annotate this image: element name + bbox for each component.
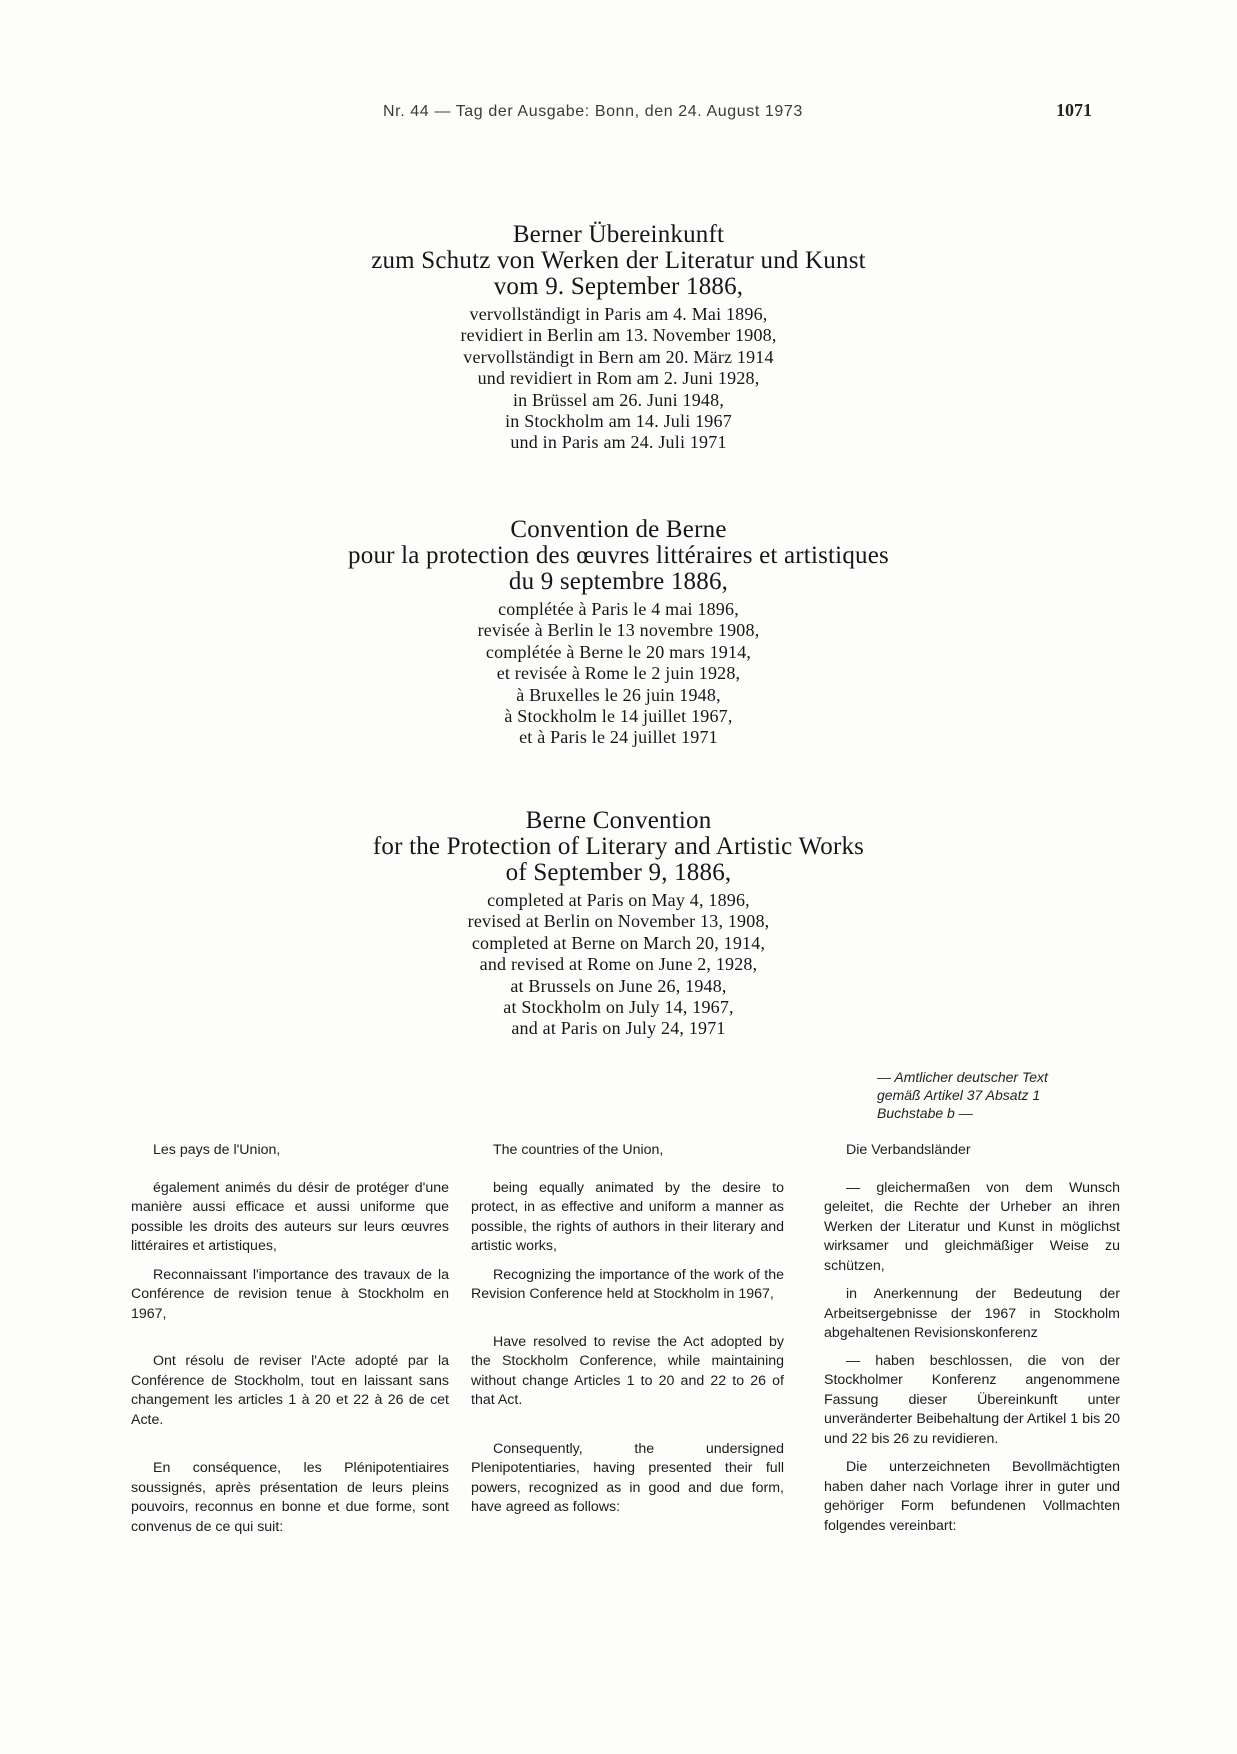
preamble-paragraph: Consequently, the undersigned Plenipotentiaries, having presented their full powers, recognized as in good and due form, have agreed as follows: — [471, 1440, 784, 1515]
french-title-block — [0, 517, 1237, 749]
german-sub-line: und in Paris am 24. Juli 1971 — [510, 432, 727, 453]
english-sub-line: and at Paris on July 24, 1971 — [511, 1018, 726, 1039]
german-sub-line: vervollständigt in Bern am 20. März 1914 — [463, 346, 774, 367]
german-sub-line: revidiert in Berlin am 13. November 1908, — [460, 325, 777, 346]
preamble-paragraph: Have resolved to revise the Act adopted by the Stockholm Conference, while maintaining without change Articles 1 to 20 and 22 to 26 of that Act. — [471, 1333, 784, 1408]
preamble-paragraph: Recognizing the importance of the work of the Revision Conference held at Stockholm in 1967, — [471, 1266, 784, 1302]
french-sub-line: complétée à Berne le 20 mars 1914, — [485, 641, 752, 662]
french-title-line: du 9 septembre 1886, — [508, 568, 729, 595]
french-title-line: Convention de Berne — [510, 516, 727, 543]
column-heading: Les pays de l'Union, — [153, 1142, 281, 1158]
english-title-line: for the Protection of Literary and Artistic Works — [372, 833, 865, 860]
german-sub-line: und revidiert in Rom am 2. Juni 1928, — [477, 368, 760, 389]
french-sub-line: à Bruxelles le 26 juin 1948, — [516, 684, 721, 705]
french-sub-line: et revisée à Rome le 2 juin 1928, — [496, 663, 741, 684]
preamble-paragraph: — gleichermaßen von dem Wunsch geleitet, die Rechte der Urheber an ihren Werken der Literatur und Kunst in möglichst wirksamer und gleichmäßiger Weise zu schützen, — [824, 1179, 1120, 1274]
french-title-line: pour la protection des œuvres littéraires et artistiques — [348, 542, 889, 569]
preamble-paragraph: également animés du désir de protéger d'une manière aussi efficace et aussi uniforme que possible les droits des auteurs sur leurs œuvres littéraires et artistiques, — [131, 1179, 449, 1254]
german-title-line: zum Schutz von Werken der Literatur und Kunst — [371, 247, 866, 274]
german-sub-line: in Brüssel am 26. Juni 1948, — [512, 389, 725, 410]
english-sub-line: completed at Paris on May 4, 1896, — [487, 890, 750, 910]
english-sub-line: at Brussels on June 26, 1948, — [510, 975, 727, 996]
note-line: — Amtlicher deutscher Text — [877, 1069, 1048, 1085]
english-title-block — [0, 808, 1237, 1040]
french-column — [131, 1141, 449, 1537]
english-column — [471, 1141, 784, 1518]
preamble-paragraph: in Anerkennung der Bedeutung der Arbeitsergebnisse der 1967 in Stockholm abgehaltenen Revisionskonferenz — [824, 1286, 1120, 1341]
note-line: gemäß Artikel 37 Absatz 1 — [877, 1087, 1041, 1103]
french-sub-line: à Stockholm le 14 juillet 1967, — [504, 706, 733, 727]
english-sub-line: and revised at Rome on June 2, 1928, — [479, 954, 758, 975]
german-title-block — [0, 222, 1237, 454]
note-line: Buchstabe b — — [877, 1105, 973, 1121]
german-title-line: Berner Übereinkunft — [512, 221, 725, 248]
official-text-note — [877, 1068, 1117, 1122]
preamble-paragraph: Ont résolu de reviser l'Acte adopté par la Conférence de Stockholm, tout en laissant sans changement les articles 1 à 20 et 22 à 26 de cet Acte. — [131, 1353, 449, 1428]
french-sub-line: revisée à Berlin le 13 novembre 1908, — [477, 620, 760, 641]
english-title-line: Berne Convention — [525, 807, 712, 834]
german-column — [824, 1141, 1120, 1536]
english-sub-line: at Stockholm on July 14, 1967, — [503, 997, 734, 1018]
english-sub-line: completed at Berne on March 20, 1914, — [471, 932, 766, 953]
preamble-paragraph: Reconnaissant l'importance des travaux de la Conférence de revision tenue à Stockholm en 1967, — [131, 1266, 449, 1322]
preamble-paragraph: En conséquence, les Plénipotentiaires soussignés, après présentation de leurs pleins pouvoirs, reconnus en bonne et due forme, sont convenus de ce qui suit: — [131, 1460, 449, 1535]
german-sub-line: vervollständigt in Paris am 4. Mai 1896, — [469, 304, 768, 324]
french-sub-line: complétée à Paris le 4 mai 1896, — [498, 599, 739, 619]
preamble-paragraph: Die unterzeichneten Bevollmächtigten haben daher nach Vorlage ihrer in guter und gehöriger Form befundenen Vollmachten folgendes vereinbart: — [824, 1459, 1120, 1534]
page-number: 1071 — [1056, 100, 1092, 120]
french-sub-line: et à Paris le 24 juillet 1971 — [519, 727, 718, 748]
german-title-line: vom 9. September 1886, — [493, 273, 744, 300]
german-sub-line: in Stockholm am 14. Juli 1967 — [505, 411, 732, 432]
preamble-paragraph: being equally animated by the desire to protect, in as effective and uniform a manner as possible, the rights of authors in their literary and artistic works, — [471, 1179, 784, 1254]
preamble-paragraph: — haben beschlossen, die von der Stockholmer Konferenz angenommene Fassung dieser Übereinkunft unter unveränderter Beibehaltung der Artikel 1 bis 20 und 22 bis 26 zu revidieren. — [824, 1352, 1120, 1447]
running-head: Nr. 44 — Tag der Ausgabe: Bonn, den 24. August 1973 — [383, 103, 803, 120]
column-heading: The countries of the Union, — [493, 1142, 664, 1158]
english-sub-line: revised at Berlin on November 13, 1908, — [467, 911, 770, 932]
english-title-line: of September 9, 1886, — [505, 859, 732, 886]
column-heading: Die Verbandsländer — [846, 1142, 971, 1158]
